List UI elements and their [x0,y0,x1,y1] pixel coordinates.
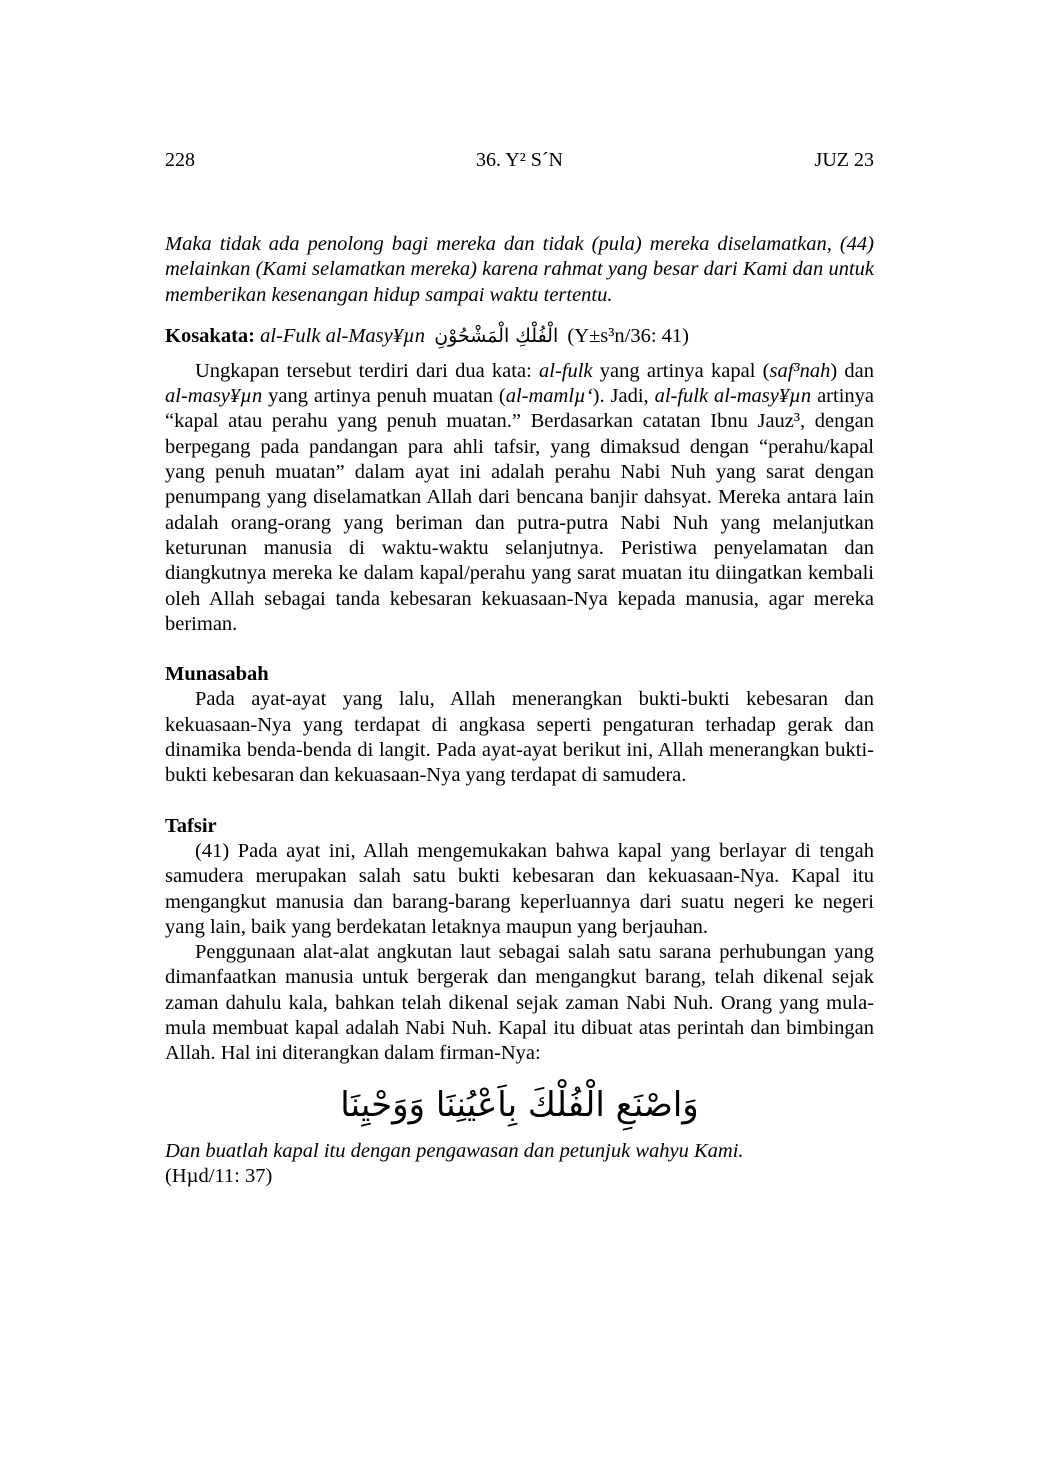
verse-translation: Dan buatlah kapal itu dengan pengawasan dan petunjuk wahyu Kami. [165,1139,744,1162]
tafsir-heading: Tafsir [165,814,217,837]
tafsir-paragraph-1: (41) Pada ayat ini, Allah mengemukakan bahwa kapal yang berlayar di tengah samudera merupakan salah satu bukti kebesaran dan kekuasaan-Nya. Kapal itu mengangkut manusia dan barang-barang keperluannya dari suatu negeri ke negeri yang lain, baik yang berdekatan letaknya maupun yang berjauhan. [165,839,874,938]
kosakata-text-6: artinya “kapal atau perahu yang penuh muatan.” Berdasarkan catatan Ibnu Jauz³, dengan berpegang pada pandangan para ahli tafsir, yang dimaksud dengan “perahu/kapal yang penuh muatan” dalam ayat ini adalah perahu Nabi Nuh yang sarat dengan penumpang yang diselamatkan Allah dari bencana banjir dahsyat. Mereka antara lain adalah orang-orang yang beriman dan putra-putra Nabi Nuh yang melanjutkan keturunan manusia di waktu-waktu selanjutnya. Peristiwa penyelamatan dan diangkutnya mereka ke dalam kapal/perahu yang sarat muatan itu diingatkan kembali oleh Allah sebagai tanda kebesaran kekuasaan-Nya kepada manusia, agar mereka beriman. [165,385,874,635]
tafsir-paragraph-2: Penggunaan alat-alat angkutan laut sebagai salah satu sarana perhubungan yang dimanfaatkan manusia untuk bergerak dan mengangkut barang, telah dikenal sejak zaman dahulu kala, bahkan telah dikenal sejak zaman Nabi Nuh. Orang yang mula-mula membuat kapal adalah Nabi Nuh. Kapal itu dibuat atas perintah dan bimbingan Allah. Hal ini diterangkan dalam firman-Nya: [165,941,874,1065]
juz-label: JUZ 23 [814,149,874,171]
kosakata-italic-4: al-mamlµ‘ [505,385,593,408]
kosakata-term: al-Fulk al-Masy¥µn [260,324,426,347]
kosakata-italic-2: saf³nah [769,359,831,382]
verse-reference: (Hµd/11: 37) [165,1164,273,1187]
kosakata-italic-1: al-fulk [539,359,593,382]
munasabah-heading: Munasabah [165,663,269,686]
kosakata-text-1: Ungkapan tersebut terdiri dari dua kata: [195,359,540,382]
kosakata-arabic: الْفُلْكِ الْمَشْحُوْنِ [434,324,559,347]
kosakata-text-4: yang artinya penuh muatan ( [262,385,506,408]
page-header [165,146,874,174]
page-body [165,232,874,1189]
kosakata-paragraph [165,359,874,637]
kosakata-italic-3: al-masy¥µn [165,385,263,408]
kosakata-reference: (Y±s³n/36: 41) [567,324,689,347]
kosakata-label: Kosakata: [165,324,255,347]
page-number: 228 [165,149,195,171]
kosakata-text-3: ) dan [830,359,874,382]
kosakata-italic-5: al-fulk al-masy¥µn [654,385,812,408]
kosakata-text-2: yang artinya kapal ( [592,359,770,382]
surah-title: 36. Y² S´N [476,149,563,171]
kosakata-line [165,320,874,352]
quran-verse-arabic: وَاصْنَعِ الْفُلْكَ بِاَعْيُنِنَا وَوَحْيِنَا [340,1084,699,1125]
munasabah-text: Pada ayat-ayat yang lalu, Allah menerangkan bukti-bukti kebesaran dan kekuasaan-Nya yang terdapat di angkasa seperti pengaturan terhadap gerak dan dinamika benda-benda di langit. Pada ayat-ayat berikut ini, Allah menerangkan bukti-bukti kebesaran dan kekuasaan-Nya yang terdapat di samudera. [165,688,874,787]
kosakata-text-5: ). Jadi, [592,385,655,408]
intro-translation: Maka tidak ada penolong bagi mereka dan tidak (pula) mereka diselamatkan, (44) melainkan (Kami selamatkan mereka) karena rahmat yang besar dari Kami dan untuk memberikan kesenangan hidup sampai waktu tertentu. [165,233,874,306]
